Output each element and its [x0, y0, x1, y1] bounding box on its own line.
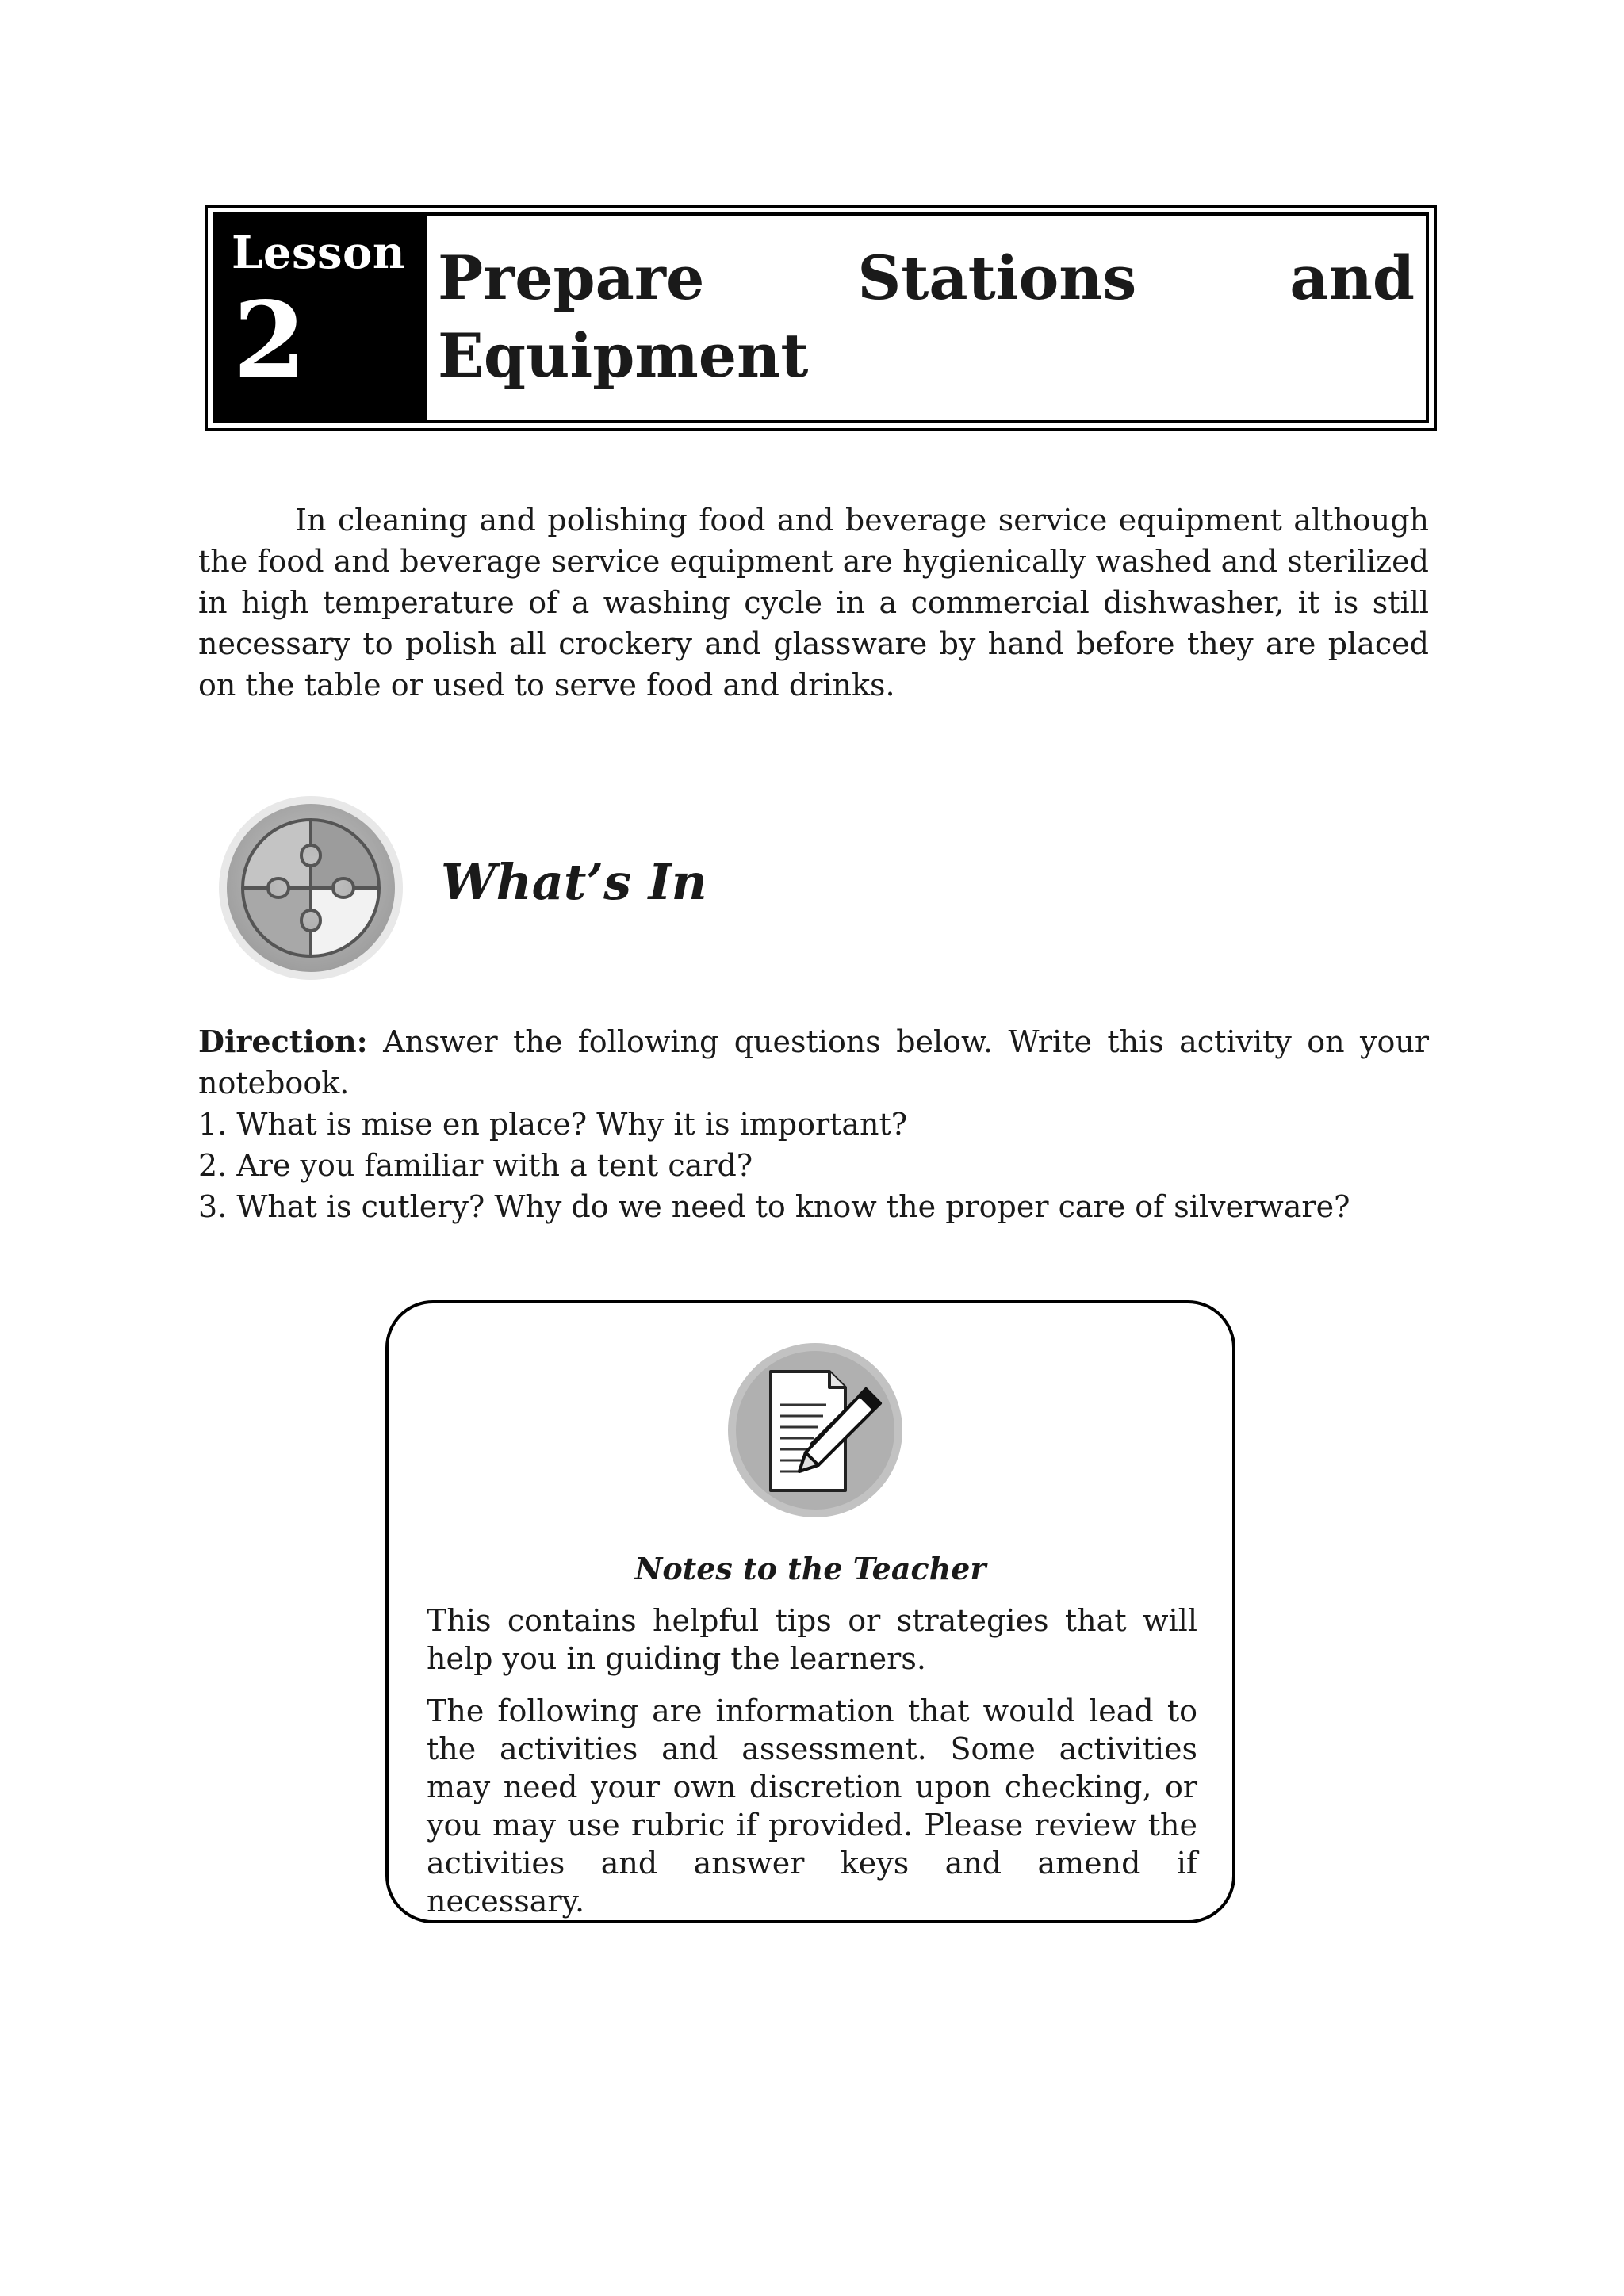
notes-title: Notes to the Teacher: [634, 1551, 986, 1586]
lesson-title-word: Prepare: [438, 243, 705, 313]
notes-paragraph: The following are information that would lead to the activities and assessment. Some activities may need your own discretion upon checking, or you may use rubric if provided. Please review the activities and answer keys and amend if necessary.: [427, 1693, 1197, 1919]
lesson-header-inner: [213, 212, 1429, 423]
document-pencil-icon: [725, 1340, 906, 1521]
lesson-number: 2: [233, 279, 306, 402]
question-item: 3. What is cutlery? Why do we need to know the proper care of silverware?: [198, 1189, 1350, 1224]
direction-label: Direction:: [198, 1024, 368, 1059]
lesson-header: [205, 205, 1437, 431]
puzzle-icon: [216, 793, 406, 983]
direction-text: Answer the following questions below. Write this activity on your notebook.: [198, 1024, 1429, 1100]
lesson-title-line2: Equipment: [438, 320, 809, 391]
notes-paragraph: This contains helpful tips or strategies that will help you in guiding the learners.: [427, 1603, 1197, 1676]
lesson-title-word: and: [1289, 243, 1415, 313]
lesson-title: [438, 239, 1415, 395]
question-item: 1. What is mise en place? Why it is important?: [198, 1107, 908, 1142]
lesson-label: Lesson: [232, 227, 406, 279]
direction: [198, 1021, 1429, 1104]
lesson-title-line1: [438, 239, 1415, 317]
lesson-title-word: Stations: [857, 243, 1137, 313]
question-item: 2. Are you familiar with a tent card?: [198, 1148, 753, 1183]
intro-paragraph: In cleaning and polishing food and beverage service equipment although the food and beverage service equipment are hygienically washed and sterilized in high temperature of a washing cycle in a commercial dishwasher, it is still necessary to polish all crockery and glassware by hand before they are placed on the table or used to serve food and drinks.: [198, 503, 1429, 702]
lesson-badge: [216, 216, 423, 420]
whats-in-heading: What’s In: [441, 853, 707, 911]
question-list: [198, 1104, 1429, 1227]
lesson-title-box: [423, 216, 1426, 420]
notes-to-teacher-box: [385, 1300, 1235, 1923]
